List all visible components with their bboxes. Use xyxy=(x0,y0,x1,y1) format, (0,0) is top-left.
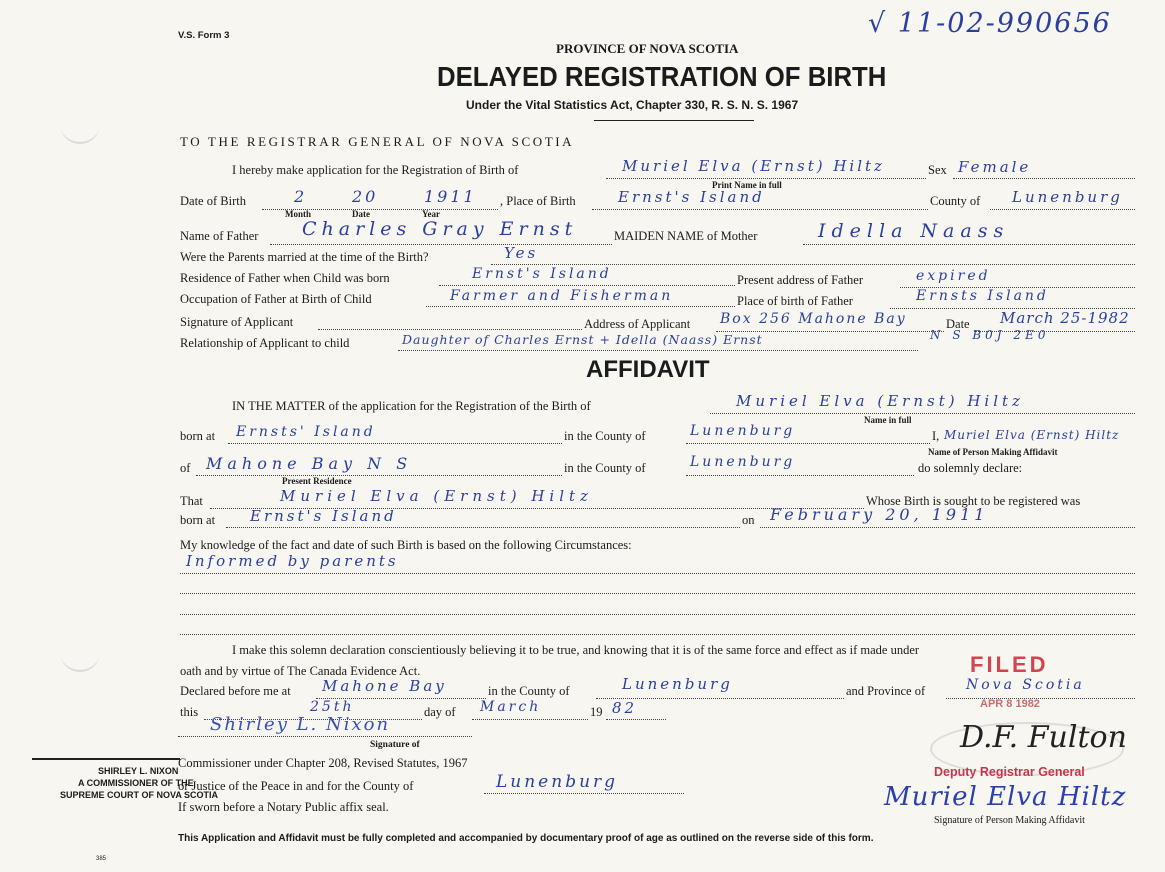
county-of-value: Lunenburg xyxy=(690,423,796,439)
applicant-address-label: Address of Applicant xyxy=(584,317,691,331)
that-label: That xyxy=(180,494,203,508)
circumstances-value: Informed by parents xyxy=(186,552,399,570)
mother-label: MAIDEN NAME of Mother xyxy=(614,229,758,243)
declared-label: Declared before me at xyxy=(180,684,291,698)
born-at2-label: born at xyxy=(180,513,216,527)
father-occupation-value: Farmer and Fisherman xyxy=(450,288,674,304)
knowledge-label: My knowledge of the fact and date of such Birth is based on the following Circumstances: xyxy=(180,538,632,552)
dob-label: Date of Birth xyxy=(180,194,246,208)
mother-name-value: Idella Naass xyxy=(818,220,1010,242)
affiant-name-value: Muriel Elva (Ernst) Hiltz xyxy=(944,428,1120,442)
this-label: this xyxy=(180,705,199,719)
child-name-value: Muriel Elva (Ernst) Hiltz xyxy=(622,157,885,175)
declaration-line1: I make this solemn declaration conscientiously believing it to be true, and knowing that it is of the same force and effect as if made under xyxy=(232,643,920,657)
print-name-caption: Print Name in full xyxy=(712,180,782,190)
signature-of-caption: Signature of xyxy=(370,740,420,750)
sex-value: Female xyxy=(958,158,1032,176)
form-number: V.S. Form 3 xyxy=(178,30,230,41)
on-date-value: February 20, 1911 xyxy=(770,505,989,524)
signature-line xyxy=(178,736,472,737)
declared-county-value: Lunenburg xyxy=(622,675,733,693)
county-label: County of xyxy=(930,194,981,208)
application-date-value: March 25-1982 xyxy=(1000,309,1130,327)
stamp-court: SUPREME COURT OF NOVA SCOTIA xyxy=(60,790,219,800)
punch-hole xyxy=(60,120,100,144)
month-caption: Month xyxy=(285,209,312,219)
affiant-caption: Name of Person Making Affidavit xyxy=(928,447,1058,457)
father-label: Name of Father xyxy=(180,229,259,243)
relationship-label: Relationship of Applicant to child xyxy=(180,336,350,350)
father-present-label: Present address of Father xyxy=(737,273,864,287)
justice-label: or Justice of the Peace in and for the County of xyxy=(178,779,414,793)
affiant-signature: Muriel Elva Hiltz xyxy=(884,782,1127,812)
stamp-title: A COMMISSIONER OF THE xyxy=(78,778,194,788)
application-date-label: Date xyxy=(946,317,970,331)
year-prefix: 19 xyxy=(590,705,603,719)
print-code: 385 xyxy=(96,856,107,862)
matter-label: IN THE MATTER of the application for the Registration of the Birth of xyxy=(232,399,591,413)
applicant-address-value: Box 256 Mahone Bay xyxy=(720,311,907,327)
date-caption: Date xyxy=(352,209,370,219)
solemnly-label: do solemnly declare: xyxy=(918,461,1023,475)
day-value: 25th xyxy=(310,699,355,715)
punch-hole xyxy=(60,648,100,672)
affiant-signature-caption: Signature of Person Making Affidavit xyxy=(934,815,1085,826)
sex-label: Sex xyxy=(928,163,947,177)
i-label: I, xyxy=(932,429,940,443)
stamp-name: SHIRLEY L. NIXON xyxy=(98,766,179,776)
year-decl-value: 82 xyxy=(612,699,638,717)
deputy-stamp: Deputy Registrar General xyxy=(934,765,1085,779)
residence-value: Mahone Bay N S xyxy=(206,454,413,473)
declaration-line2: oath and by virtue of The Canada Evidence Act. xyxy=(180,664,421,678)
commissioner-label: Commissioner under Chapter 208, Revised Statutes, 1967 xyxy=(178,756,468,770)
postal-value: N S B0J 2E0 xyxy=(930,328,1050,342)
residence-county-label: in the County of xyxy=(564,461,646,475)
born-at-label: born at xyxy=(180,429,216,443)
residence-county-value: Lunenburg xyxy=(690,454,796,470)
applicant-signature-label: Signature of Applicant xyxy=(180,315,294,329)
place-of-birth-label: , Place of Birth xyxy=(500,194,576,208)
justice-county-value: Lunenburg xyxy=(496,772,619,792)
commissioner-signature: Shirley L. Nixon xyxy=(210,714,391,735)
declared-county-label: in the County of xyxy=(488,684,570,698)
father-present-value: expired xyxy=(916,268,991,284)
month-decl-value: March xyxy=(480,699,542,715)
filed-date-stamp: APR 8 1982 xyxy=(980,698,1040,710)
county-value: Lunenburg xyxy=(1012,188,1123,206)
stamp-rule xyxy=(32,758,180,760)
title-rule xyxy=(594,120,754,121)
filed-stamp: FILED xyxy=(970,652,1049,677)
whose-birth-label: Whose Birth is sought to be registered was xyxy=(866,494,1081,508)
province-heading: PROVINCE OF NOVA SCOTIA xyxy=(556,41,739,56)
matter-name-value: Muriel Elva (Ernst) Hiltz xyxy=(736,392,1024,410)
page-title: DELAYED REGISTRATION OF BIRTH xyxy=(437,61,887,92)
year-caption: Year xyxy=(422,209,440,219)
father-birthplace-label: Place of birth of Father xyxy=(737,294,853,308)
county-of-label: in the County of xyxy=(564,429,646,443)
father-residence-value: Ernst's Island xyxy=(472,266,612,282)
affidavit-heading: AFFIDAVIT xyxy=(586,356,710,383)
registration-number: √ 11-02-990656 xyxy=(868,8,1112,39)
addressee-line: TO THE REGISTRAR GENERAL OF NOVA SCOTIA xyxy=(180,134,575,149)
apply-label: I hereby make application for the Registration of Birth of xyxy=(232,163,519,177)
residence-caption: Present Residence xyxy=(282,476,352,486)
deputy-signature: D.F. Fulton xyxy=(960,720,1127,755)
born-at2-value: Ernst's Island xyxy=(250,507,397,525)
father-residence-label: Residence of Father when Child was born xyxy=(180,271,390,285)
footer-note: This Application and Affidavit must be fully completed and accompanied by documentary proof of age as outlined on the reverse side of this form. xyxy=(178,833,874,844)
birth-day-value: 20 xyxy=(352,187,379,206)
relationship-value: Daughter of Charles Ernst + Idella (Naass) Ernst xyxy=(402,332,763,347)
that-name-value: Muriel Elva (Ernst) Hiltz xyxy=(280,487,593,505)
notary-label: If sworn before a Notary Public affix seal. xyxy=(178,800,389,814)
father-occupation-label: Occupation of Father at Birth of Child xyxy=(180,292,372,306)
declared-place-value: Mahone Bay xyxy=(322,677,447,695)
married-label: Were the Parents married at the time of the Birth? xyxy=(180,250,429,264)
father-name-value: Charles Gray Ernst xyxy=(302,218,578,240)
place-of-birth-value: Ernst's Island xyxy=(618,188,765,206)
name-in-full-caption: Name in full xyxy=(864,415,912,425)
of-label: of xyxy=(180,461,191,475)
province-value: Nova Scotia xyxy=(966,677,1085,693)
page-subtitle: Under the Vital Statistics Act, Chapter 330, R. S. N. S. 1967 xyxy=(466,98,799,112)
born-at-value: Ernsts' Island xyxy=(236,424,376,440)
day-of-label: day of xyxy=(424,705,456,719)
birth-month-value: 2 xyxy=(294,187,308,206)
birth-year-value: 1911 xyxy=(424,187,477,206)
on-label: on xyxy=(742,513,755,527)
province-label: and Province of xyxy=(846,684,926,698)
father-birthplace-value: Ernsts Island xyxy=(916,288,1049,304)
married-value: Yes xyxy=(504,244,539,262)
